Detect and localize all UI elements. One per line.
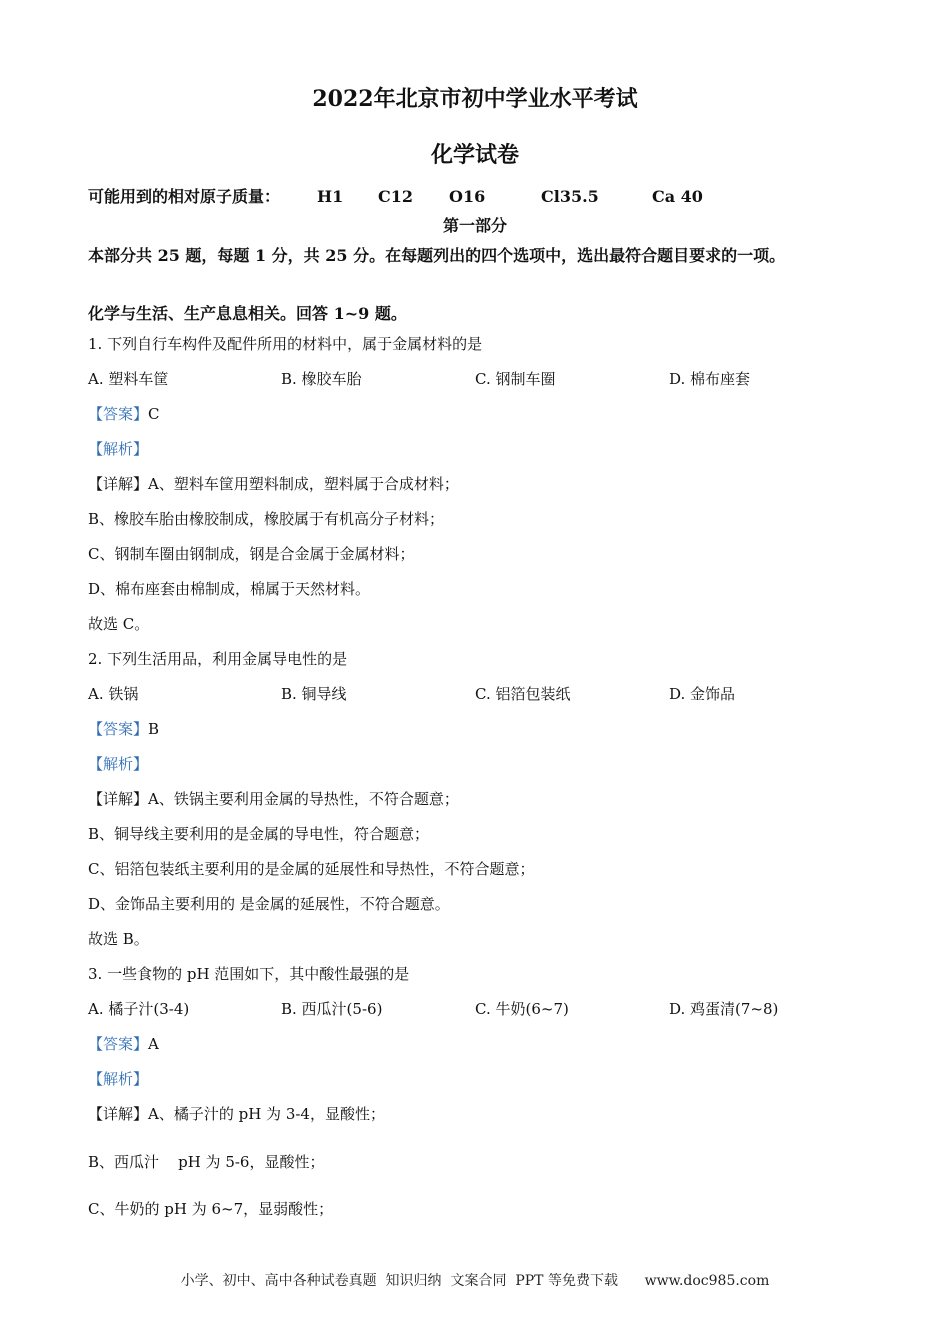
question-2-answer <box>88 718 159 740</box>
question-1-option-b: B. 橡胶车胎 <box>281 370 362 388</box>
question-2-detail-4: D、金饰品主要利用的 是金属的延展性，不符合题意。 <box>88 895 450 913</box>
question-2-option-c: C. 铝箔包装纸 <box>475 685 571 703</box>
page-footer: 小学、初中、高中各种试卷真题 知识归纳 文案合同 PPT 等免费下载 www.doc985.com <box>180 1273 770 1289</box>
atomic-mass-label: 可能用到的相对原子质量： <box>88 187 281 206</box>
atomic-mass-ca: Ca 40 <box>652 187 703 206</box>
question-1-detail-3: C、钢制车圈由钢制成，钢是合金属于金属材料； <box>88 545 415 563</box>
question-2-detail-1: 【详解】A、铁锅主要利用金属的导热性，不符合题意； <box>88 790 459 808</box>
question-2-detail-3: C、铝箔包装纸主要利用的是金属的延展性和导热性，不符合题意； <box>88 860 535 878</box>
question-1-option-a: A. 塑料车筐 <box>88 370 169 388</box>
question-2-option-b: B. 铜导线 <box>281 685 347 703</box>
answer-value: A <box>148 1035 159 1053</box>
question-3-answer <box>88 1033 159 1055</box>
question-1-detail-4: D、棉布座套由棉制成，棉属于天然材料。 <box>88 580 371 598</box>
question-1-option-d: D. 棉布座套 <box>669 370 751 388</box>
answer-tag: 【答案】 <box>88 405 149 423</box>
question-2-stem: 2. 下列生活用品，利用金属导电性的是 <box>88 650 348 668</box>
question-3-analysis-tag: 【解析】 <box>88 1070 149 1088</box>
question-2-conclusion: 故选 B。 <box>88 930 149 948</box>
question-1-detail-1: 【详解】A、塑料车筐用塑料制成，塑料属于合成材料； <box>88 475 459 493</box>
question-1-stem: 1. 下列自行车构件及配件所用的材料中，属于金属材料的是 <box>88 335 483 353</box>
question-1-option-c: C. 钢制车圈 <box>475 370 556 388</box>
instructions: 本部分共 25 题，每题 1 分，共 25 分。在每题列出的四个选项中，选出最符合题目要求的一项。 <box>88 246 786 265</box>
question-1-conclusion: 故选 C。 <box>88 615 150 633</box>
question-2-detail-2: B、铜导线主要利用的是金属的导电性，符合题意； <box>88 825 430 843</box>
atomic-mass-c: C12 <box>378 187 413 206</box>
question-2-option-d: D. 金饰品 <box>669 685 736 703</box>
question-2-option-a: A. 铁锅 <box>88 685 139 703</box>
question-1-answer <box>88 403 160 425</box>
atomic-mass-cl: Cl35.5 <box>541 187 599 206</box>
page-subtitle: 化学试卷 <box>430 142 519 168</box>
page-title: 2022年北京市初中学业水平考试 <box>312 86 638 112</box>
section-title: 化学与生活、生产息息相关。回答 1~9 题。 <box>88 304 407 323</box>
answer-tag: 【答案】 <box>88 1035 149 1053</box>
question-3-option-d: D. 鸡蛋清(7~8) <box>669 1000 779 1018</box>
atomic-mass-line <box>88 186 888 208</box>
question-3-option-c: C. 牛奶(6~7) <box>475 1000 569 1018</box>
answer-value: B <box>148 720 160 738</box>
answer-value: C <box>148 405 160 423</box>
question-3-detail-1: 【详解】A、橘子汁的 pH 为 3-4，显酸性； <box>88 1105 385 1123</box>
answer-tag: 【答案】 <box>88 720 149 738</box>
question-3-detail-3: C、牛奶的 pH 为 6~7，显弱酸性； <box>88 1200 334 1218</box>
atomic-mass-o: O16 <box>449 187 486 206</box>
question-1-analysis-tag: 【解析】 <box>88 440 149 458</box>
question-3-option-b: B. 西瓜汁(5-6) <box>281 1000 383 1018</box>
question-1-detail-2: B、橡胶车胎由橡胶制成，橡胶属于有机高分子材料； <box>88 510 445 528</box>
question-2-analysis-tag: 【解析】 <box>88 755 149 773</box>
question-3-detail-2: B、西瓜汁 pH 为 5-6，显酸性； <box>88 1153 325 1171</box>
question-3-option-a: A. 橘子汁(3-4) <box>88 1000 190 1018</box>
part-title: 第一部分 <box>442 216 507 235</box>
atomic-mass-h: H1 <box>317 187 344 206</box>
question-3-stem: 3. 一些食物的 pH 范围如下，其中酸性最强的是 <box>88 965 410 983</box>
